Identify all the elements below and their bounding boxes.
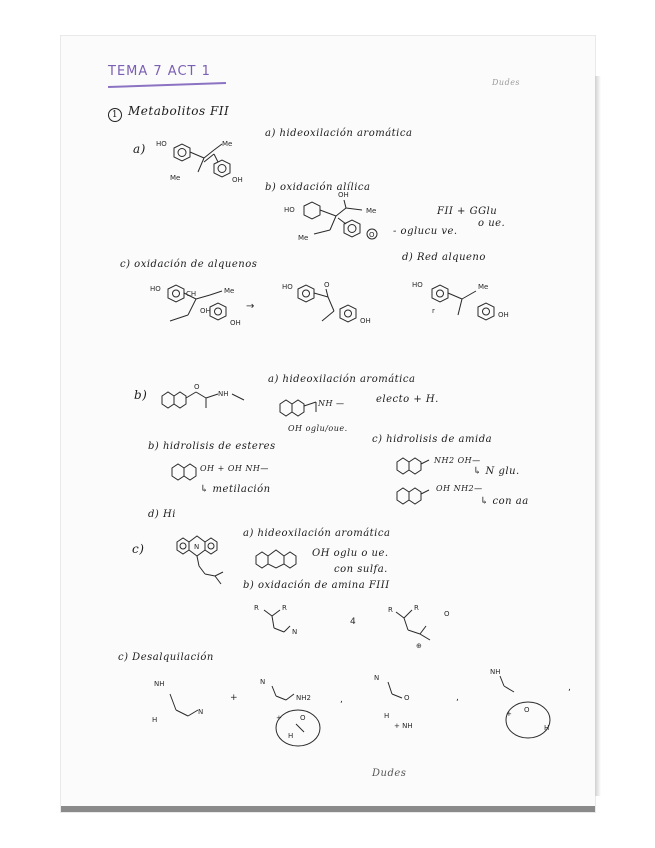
part-b-c-line1: NH2 OH— (434, 456, 481, 465)
svg-text:N: N (292, 628, 298, 636)
dealkylation-heading: c) Desalquilación (118, 652, 214, 663)
svg-text:N: N (260, 678, 266, 686)
part-b-b-products: OH + OH NH— (200, 464, 269, 473)
molecule-a-structure (156, 140, 250, 188)
molecule-b-structure (280, 191, 390, 250)
svg-text:O: O (300, 714, 306, 722)
part-b-reaction-b: b) hidrolisis de esteres (148, 441, 276, 452)
svg-text:H: H (544, 724, 550, 732)
faint-bleed-text: Dudes (492, 78, 521, 87)
part-b-c-line4: ↳ con aa (480, 496, 529, 507)
fii-note-line2: o ue. (478, 218, 506, 229)
svg-text:,: , (340, 695, 343, 705)
svg-text:H: H (152, 716, 158, 724)
svg-text:N: N (194, 543, 200, 551)
part-c-reaction-a: a) hideoxilación aromática (243, 528, 391, 539)
alkene-oxidation-scheme (140, 281, 560, 337)
page-title: TEMA 7 ACT 1 (108, 64, 211, 79)
svg-text:HO: HO (412, 281, 423, 289)
section-number: 1 (108, 106, 122, 122)
svg-text:NH: NH (490, 668, 501, 676)
svg-text:4: 4 (350, 617, 356, 627)
fii-note-line1: FII + GGlu (437, 206, 498, 217)
part-b-c-line3: OH NH2— (436, 484, 483, 493)
amine-oxidation-scheme (250, 604, 480, 654)
part-b-b-note: ↳ metilación (200, 484, 271, 495)
svg-text:Me: Me (298, 234, 309, 242)
svg-text:⊕: ⊕ (416, 642, 422, 650)
svg-text:HO: HO (156, 140, 167, 148)
reaction-b-note: - oglucu ve. (393, 226, 458, 237)
part-c-a-note: OH oglu o ue. (312, 548, 389, 559)
svg-text:HO: HO (284, 206, 295, 214)
svg-text:Me: Me (478, 283, 489, 291)
part-a-label: a) (133, 142, 146, 156)
svg-text:NH: NH (218, 390, 229, 398)
part-c-reaction-b: b) oxidación de amina FIII (243, 580, 390, 591)
svg-text:N: N (198, 708, 204, 716)
svg-text:N: N (374, 674, 380, 682)
part-b-a-sub: OH oglu/oue. (288, 424, 348, 433)
section-heading: Metabolitos FII (128, 104, 230, 118)
svg-text:H: H (288, 732, 294, 740)
svg-text:+ NH: + NH (394, 722, 413, 730)
svg-text:r: r (432, 307, 435, 315)
svg-text:+: + (506, 710, 512, 718)
footer-text: Dudes (372, 768, 407, 779)
reaction-b-allylic-oxidation: b) oxidación alílica (265, 182, 371, 193)
svg-text:OH: OH (360, 317, 371, 325)
part-c-hydroxylated (254, 548, 314, 570)
reaction-a-aromatic-hydroxylation: a) hideoxilación aromática (265, 128, 413, 139)
sheet-shadow (61, 806, 595, 812)
svg-text:OH: OH (232, 176, 243, 184)
svg-text:NH: NH (154, 680, 165, 688)
svg-text:O: O (324, 281, 330, 289)
svg-text:O: O (369, 231, 375, 239)
svg-text:O: O (444, 610, 450, 618)
svg-text:HO: HO (150, 285, 161, 293)
reaction-d-alkene-reduction: d) Red alqueno (402, 252, 486, 263)
svg-text:R: R (282, 604, 287, 612)
svg-text:,: , (456, 693, 459, 703)
svg-text:OH: OH (338, 191, 349, 199)
svg-text:O: O (524, 706, 530, 714)
molecule-b-naphthyl-structure (158, 383, 258, 416)
svg-text:R: R (414, 604, 419, 612)
svg-text:+: + (230, 693, 238, 703)
svg-text:CH: CH (186, 290, 197, 298)
svg-text:NH2: NH2 (296, 694, 311, 702)
part-b-label: b) (134, 388, 148, 402)
svg-text:Me: Me (170, 174, 181, 182)
part-c-a-note2: con sulfa. (334, 564, 388, 575)
svg-text:Me: Me (366, 207, 377, 215)
molecule-c-tricyclic-structure (175, 532, 235, 592)
svg-text:→: → (246, 301, 255, 312)
part-b-c-line2: ↳ N glu. (473, 466, 520, 477)
svg-text:H: H (384, 712, 390, 720)
part-b-a-nh: NH — (318, 399, 345, 408)
part-b-d: d) Hi (148, 509, 176, 520)
svg-text:R: R (254, 604, 259, 612)
svg-text:,: , (568, 683, 571, 693)
svg-text:HO: HO (282, 283, 293, 291)
part-b-reaction-c: c) hidrolisis de amida (372, 434, 493, 445)
reaction-c-alkene-oxidation: c) oxidación de alquenos (120, 259, 258, 270)
svg-text:OH: OH (498, 311, 509, 319)
svg-text:O: O (404, 694, 410, 702)
svg-text:O: O (194, 383, 200, 391)
svg-text:R: R (388, 606, 393, 614)
svg-text:+: + (276, 714, 282, 722)
svg-text:Me: Me (222, 140, 233, 148)
svg-text:Me: Me (224, 287, 235, 295)
part-b-a-note: electo + H. (376, 394, 439, 405)
dealkylation-scheme (140, 670, 580, 750)
svg-text:OH: OH (200, 307, 211, 315)
part-b-reaction-a: a) hideoxilación aromática (268, 374, 416, 385)
svg-text:OH: OH (230, 319, 241, 327)
part-c-label: c) (132, 542, 145, 556)
